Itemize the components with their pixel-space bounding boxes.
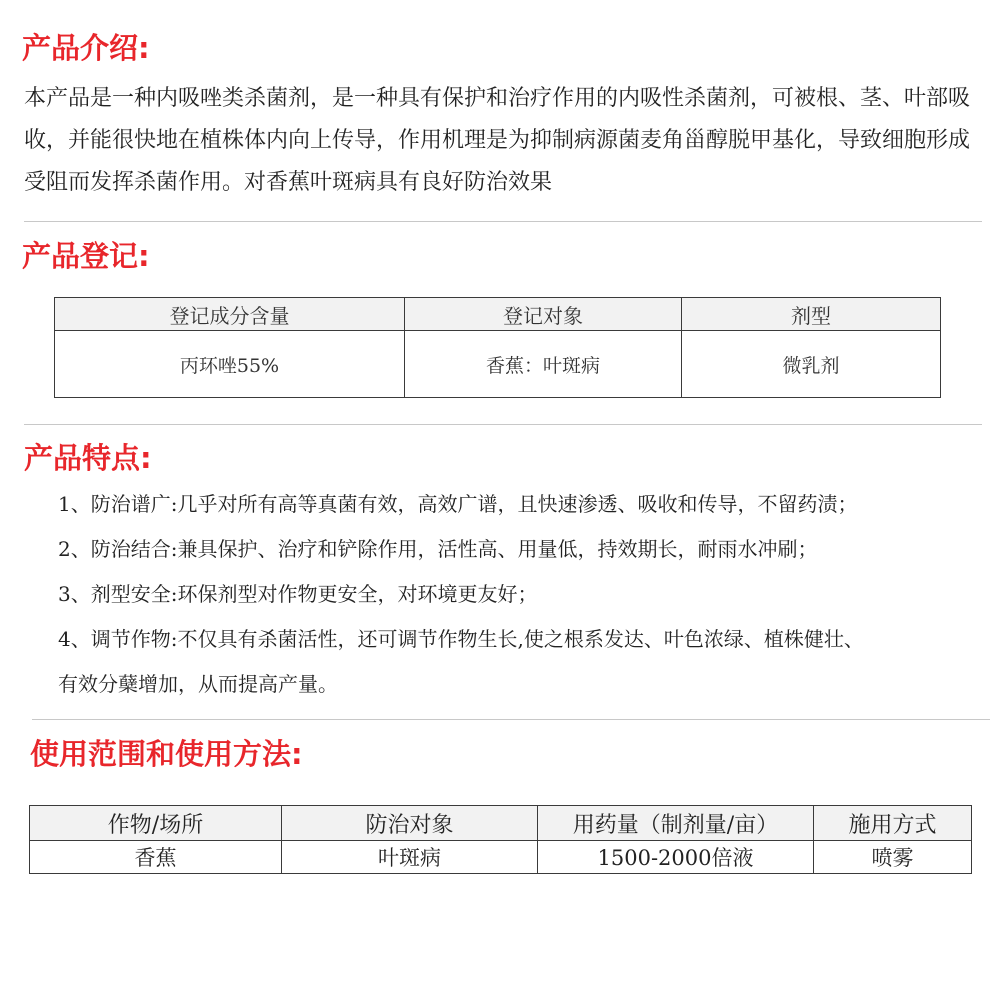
divider-1	[24, 221, 982, 222]
intro-paragraph: 本产品是一种内吸唑类杀菌剂，是一种具有保护和治疗作用的内吸性杀菌剂，可被根、茎、叶部吸收，并能很快地在植株体内向上传导，作用机理是为抑制病源菌麦角甾醇脱甲基化，导致细胞形成受阻而发挥杀菌作用。对香蕉叶斑病具有良好防治效果	[24, 86, 971, 195]
registration-header-formulation: 剂型	[682, 298, 941, 331]
feature-line-4: 4、调节作物:不仅具有杀菌活性，还可调节作物生长,使之根系发达、叶色浓绿、植株健壮、	[58, 627, 864, 651]
feature-line-2: 2、防治结合:兼具保护、治疗和铲除作用，活性高、用量低，持效期长，耐雨水冲刷；	[58, 537, 818, 561]
features-heading: 产品特点:	[24, 441, 152, 475]
usage-cell-method: 喷雾	[814, 841, 972, 874]
feature-line-5: 有效分蘖增加，从而提高产量。	[58, 672, 338, 696]
registration-cell-target: 香蕉：叶斑病	[405, 331, 682, 398]
registration-data-row	[55, 331, 941, 398]
divider-3	[32, 719, 990, 720]
usage-data-row	[30, 841, 972, 874]
registration-heading: 产品登记:	[22, 239, 150, 273]
features-list	[58, 482, 968, 707]
usage-cell-dosage: 1500-2000倍液	[538, 841, 814, 874]
intro-heading: 产品介绍:	[22, 31, 150, 65]
usage-header-dosage: 用药量（制剂量/亩）	[538, 806, 814, 841]
registration-header-target: 登记对象	[405, 298, 682, 331]
usage-header-crop: 作物/场所	[30, 806, 282, 841]
divider-2	[24, 424, 982, 425]
usage-table	[29, 805, 972, 874]
registration-header-ingredient: 登记成分含量	[55, 298, 405, 331]
registration-table	[54, 297, 941, 398]
usage-cell-target: 叶斑病	[282, 841, 538, 874]
registration-header-row	[55, 298, 941, 331]
usage-header-row	[30, 806, 972, 841]
usage-heading: 使用范围和使用方法:	[30, 737, 303, 771]
usage-header-target: 防治对象	[282, 806, 538, 841]
usage-cell-crop: 香蕉	[30, 841, 282, 874]
feature-line-3: 3、剂型安全:环保剂型对作物更安全，对环境更友好；	[58, 582, 538, 606]
feature-line-1: 1、防治谱广:几乎对所有高等真菌有效，高效广谱，且快速渗透、吸收和传导，不留药渍；	[58, 492, 858, 516]
registration-cell-ingredient: 丙环唑55%	[55, 331, 405, 398]
registration-cell-formulation: 微乳剂	[682, 331, 941, 398]
usage-header-method: 施用方式	[814, 806, 972, 841]
